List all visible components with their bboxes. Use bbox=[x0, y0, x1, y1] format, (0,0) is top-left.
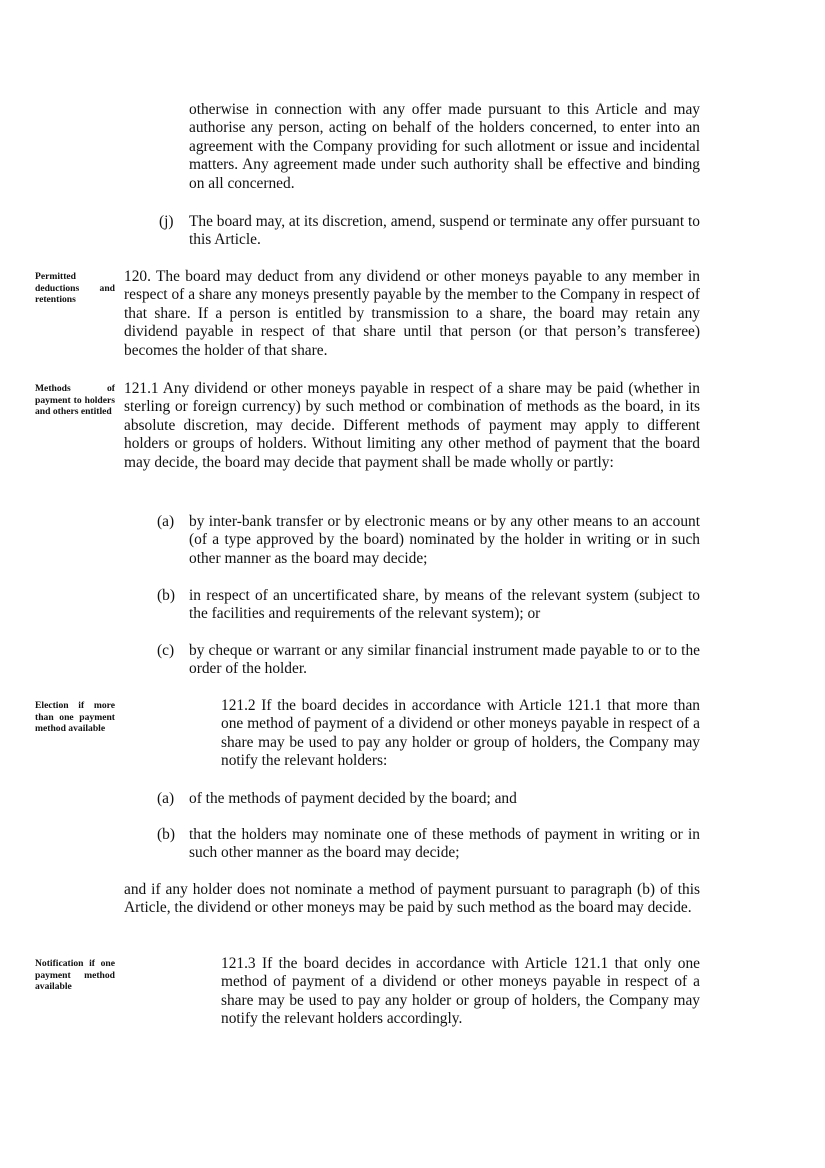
article-121-2-paragraph: 121.2 If the board decides in accordance with Article 121.1 that more than one method of payment of a dividend or other moneys payable in respect of a share may be used to pay any holder or group of holders, the Company may notify the relevant holders: bbox=[221, 697, 700, 770]
article-120-paragraph: 120. The board may deduct from any dividend or other moneys payable to any member in respect of a share any moneys presently payable by the member to the Company in respect of that share. If a person is entitled by transmission to a share, the board may retain any dividend payable in respect of that share until that person (or that person’s transferee) becomes the holder of that share. bbox=[124, 268, 700, 359]
article-121-1-paragraph: 121.1 Any dividend or other moneys payable in respect of a share may be paid (whether in sterling or foreign currency) by such method or combination of methods as the board, in its absolute discretion, may decide. Different methods of payment may apply to different holders or groups of holders. Without limiting any other method of payment that the board may decide, the board may decide that payment shall be made wholly or partly: bbox=[124, 380, 700, 471]
margin-note-election: Election if more than one payment method available bbox=[35, 700, 115, 735]
item-b-label: (b) bbox=[157, 587, 175, 604]
election-item-b-text: that the holders may nominate one of these methods of payment in writing or in such other manner as the board may decide; bbox=[189, 826, 700, 862]
election-item-b-label: (b) bbox=[157, 826, 175, 843]
election-item-a-text: of the methods of payment decided by the board; and bbox=[189, 790, 517, 807]
item-a-label: (a) bbox=[157, 513, 175, 530]
intro-continuation-paragraph: otherwise in connection with any offer made pursuant to this Article and may authorise any person, acting on behalf of the holders concerned, to enter into an agreement with the Company providing for such allotment or issue and incidental matters. Any agreement made under such authority shall be effective and binding on all concerned. bbox=[189, 101, 700, 192]
article-121-2-closing: and if any holder does not nominate a method of payment pursuant to paragraph (b) of this Article, the dividend or other moneys may be paid by such method as the board may decide. bbox=[124, 881, 700, 917]
margin-note-methods-of-payment: Methods of payment to holders and others entitled bbox=[35, 383, 115, 418]
item-c-label: (c) bbox=[157, 642, 175, 659]
item-c-text: by cheque or warrant or any similar financial instrument made payable to or to the order of the holder. bbox=[189, 642, 700, 678]
item-a-text: by inter-bank transfer or by electronic means or by any other means to an account (of a type approved by the board) nominated by the holder in writing or in such other manner as the board may decide; bbox=[189, 513, 700, 567]
item-j-label: (j) bbox=[159, 213, 174, 230]
election-item-a-label: (a) bbox=[157, 790, 175, 807]
article-121-3-paragraph: 121.3 If the board decides in accordance with Article 121.1 that only one method of payment of a dividend or other moneys payable in respect of a share may be used to pay any holder or group of holders, the Company may notify the relevant holders accordingly. bbox=[221, 955, 700, 1028]
margin-note-notification: Notification if one payment method available bbox=[35, 958, 115, 993]
item-b-text: in respect of an uncertificated share, by means of the relevant system (subject to the facilities and requirements of the relevant system); or bbox=[189, 587, 700, 623]
margin-note-permitted-deductions: Permitted deductions and retentions bbox=[35, 271, 115, 306]
item-j-text: The board may, at its discretion, amend, suspend or terminate any offer pursuant to this Article. bbox=[189, 213, 700, 249]
